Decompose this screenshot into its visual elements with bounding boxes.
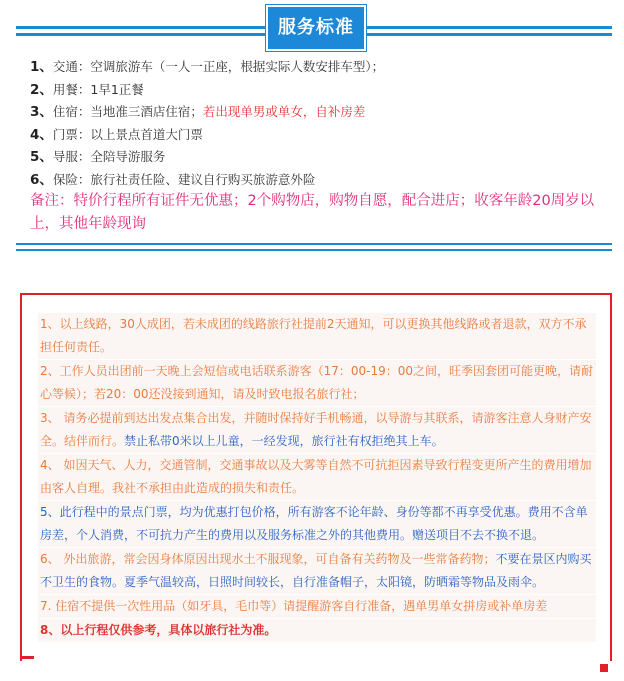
- divider-bottom: [16, 249, 612, 251]
- service-item: [30, 169, 610, 192]
- terms-text: 7. 住宿不提供一次性用品（如牙具，毛巾等）请提醒游客自行准备，遇单男单女拼房或补单房差: [40, 599, 548, 613]
- divider-top: [16, 243, 612, 245]
- terms-text: 4、 如因天气、人力，交通管制，交通事故以及大雾等自然不可抗拒因素导致行程变更所产生的费用增加由客人自理。我社不承担由此造成的损失和责任。: [40, 458, 592, 495]
- service-text: 交通：空调旅游车（一人一正座，根据实际人数安排车型）；: [52, 59, 385, 74]
- terms-text: 3、 请务必提前到达出发点集合出发，并随时保持好手机畅通，以导游与其联系，请游客注意人身财产安全。结伴而行。: [40, 411, 592, 448]
- terms-item: [38, 313, 596, 359]
- terms-text: 5、此行程中的景点门票，均为优惠打包价格，所有游客不论年龄、身份等都不再享受优惠。费用不含单房差，个人消费，不可抗力产生的费用以及服务标准之外的其他费用。赠送项目不去不换不退。: [40, 505, 588, 542]
- service-highlight: 若出现单男或单女，自补房差: [202, 104, 366, 119]
- service-number: 1、: [30, 59, 53, 75]
- section-title: 服务标准: [266, 5, 366, 51]
- terms-item: [38, 548, 596, 594]
- terms-item: [38, 407, 596, 453]
- terms-text: 2、工作人员出团前一天晚上会短信或电话联系游客（17：00-19：00之间，旺季因套团可能更晚，请耐心等候）；若20：00还没接到通知，请及时致电报名旅行社；: [40, 364, 594, 401]
- service-number: 4、: [30, 126, 53, 143]
- frame-corner-left: [20, 656, 34, 659]
- terms-item: [38, 454, 596, 500]
- service-list: [30, 56, 610, 191]
- terms-item: [38, 595, 596, 618]
- terms-extra: 禁止私带0米以上儿童，一经发现，旅行社有权拒绝其上车。: [124, 434, 444, 448]
- terms-text: 8、以上行程仅供参考，具体以旅行社为准。: [40, 623, 277, 637]
- terms-item: [38, 501, 596, 547]
- service-number: 3、: [30, 104, 53, 120]
- service-item: [30, 101, 610, 124]
- remark-note: 备注：特价行程所有证件无优惠；2个购物店，购物自愿，配合进店；收客年龄20周岁以上，其他年龄现询: [30, 193, 595, 232]
- service-item: [30, 124, 610, 147]
- service-text: 住宿：当地准三酒店住宿；: [52, 104, 203, 119]
- service-number: 5、: [30, 149, 53, 165]
- service-text: 门票：以上景点首道大门票: [52, 126, 203, 142]
- service-text: 导服：全陪导游服务: [52, 149, 166, 164]
- terms-text: 6、 外出旅游，常会因身体原因出现水土不服现象，可自备有关药物及一些常备药物；: [40, 552, 496, 566]
- service-item: [30, 146, 610, 169]
- service-item: [30, 79, 610, 102]
- terms-text: 1、以上线路，30人成团，若未成团的线路旅行社提前2天通知，可以更换其他线路或者退款，双方不承担任何责任。: [40, 317, 587, 354]
- frame-corner-marker: [600, 664, 608, 672]
- service-text: 用餐：1早1正餐: [52, 81, 144, 97]
- terms-extra: 不要在景区内购买不卫生的食物。夏季气温较高，日照时间较长，自行准备帽子，太阳镜，防晒霜等物品及雨伞。: [40, 552, 592, 589]
- terms-list: [38, 313, 596, 642]
- service-text: 保险：旅行社责任险、建议自行购买旅游意外险: [52, 171, 316, 187]
- terms-item: [38, 360, 596, 406]
- service-item: [30, 56, 610, 79]
- service-number: 6、: [30, 171, 53, 188]
- terms-item: [38, 619, 596, 642]
- service-number: 2、: [30, 81, 53, 98]
